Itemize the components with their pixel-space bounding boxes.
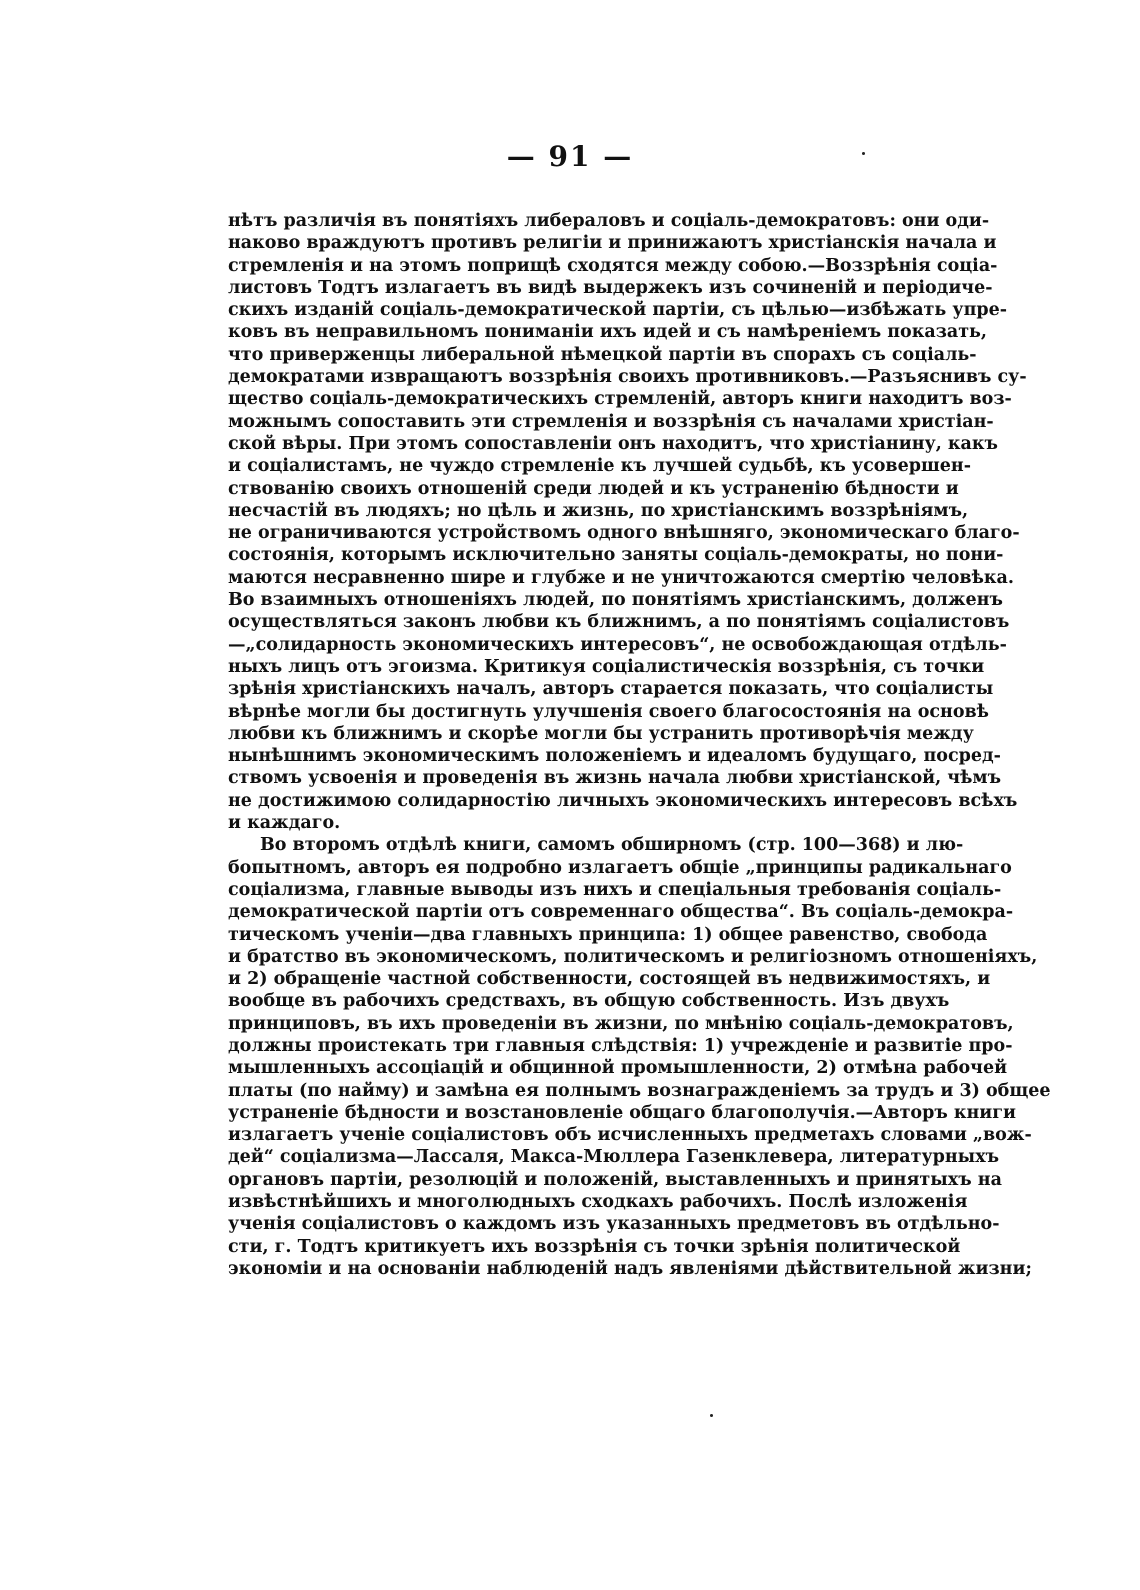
page-number: — 91 — [506,140,634,173]
text-line: осуществляться законъ любви къ ближнимъ, а по понятіямъ соціалистовъ [228,612,1010,633]
text-line: стремленія и на этомъ поприщѣ сходятся между собою.—Воззрѣнія соціа- [228,255,998,276]
text-line: любви къ ближнимъ и скорѣе могли бы устранить противорѣчія между [228,723,974,744]
text-line: ской вѣры. При этомъ сопоставленіи онъ находитъ, что христіанину, какъ [228,433,998,454]
text-line: соціализма, главные выводы изъ нихъ и спеціальныя требованія соціаль- [228,879,1002,900]
page-speck [710,1414,713,1417]
text-line: бопытномъ, авторъ ея подробно излагаетъ общіе „принципы радикальнаго [228,857,1012,878]
text-line: и каждаго. [228,813,341,834]
text-line: и соціалистамъ, не чуждо стремленіе къ лучшей судьбѣ, къ усовершен- [228,456,971,477]
text-line: маются несравненно шире и глубже и не уничтожаются смертію человѣка. [228,567,1014,588]
text-line: нѣтъ различія въ понятіяхъ либераловъ и соціаль-демократовъ: они оди- [228,211,990,231]
text-line: излагаетъ ученіе соціалистовъ объ исчисленныхъ предметахъ словами „вож- [228,1125,1032,1146]
text-line: демократами извращаютъ воззрѣнія своихъ противниковъ.—Разъяснивъ су- [228,367,1027,388]
text-line: скихъ изданій соціаль-демократической партіи, съ цѣлью—избѣжать упре- [228,300,1008,321]
text-line: устраненіе бѣдности и возстановленіе общаго благополучія.—Авторъ книги [228,1102,1016,1123]
text-line: извѣстнѣйшихъ и многолюдныхъ сходкахъ рабочихъ. Послѣ изложенія [228,1192,968,1213]
text-line: и братство въ экономическомъ, политическомъ и религіозномъ отношеніяхъ, [228,946,1038,967]
page-speck [862,152,865,155]
text-line: и 2) обращеніе частной собственности, состоящей въ недвижимостяхъ, и [228,969,991,990]
text-line: ныхъ лицъ отъ эгоизма. Критикуя соціалистическія воззрѣнія, съ точки [228,656,985,677]
text-line: состоянія, которымъ исключительно заняты соціаль-демократы, но пони- [228,545,1004,566]
text-line: принциповъ, въ ихъ проведеніи въ жизни, по мнѣнію соціаль-демократовъ, [228,1013,1014,1034]
body-text [228,210,1051,1280]
text-line: должны проистекать три главныя слѣдствія: 1) учрежденіе и развитіе про- [228,1035,1013,1056]
text-line: ученія соціалистовъ о каждомъ изъ указанныхъ предметовъ въ отдѣльно- [228,1214,1000,1235]
text-line: что приверженцы либеральной нѣмецкой партіи въ спорахъ съ соціаль- [228,344,977,365]
text-line: Во взаимныхъ отношеніяхъ людей, по понятіямъ христіанскимъ, долженъ [228,590,1003,611]
text-line: щество соціаль-демократическихъ стремленій, авторъ книги находитъ воз- [228,389,1012,410]
text-line: ковъ въ неправильномъ пониманіи ихъ идей и съ намѣреніемъ показать, [228,322,988,343]
text-line: не достижимою солидарностію личныхъ экономическихъ интересовъ всѣхъ [228,790,1018,811]
text-line: наково враждуютъ противъ религіи и принижаютъ христіанскія начала и [228,233,997,254]
text-line: экономіи и на основаніи наблюденій надъ явленіями дѣйствительной жизни; [228,1258,1032,1279]
text-line: ствомъ усвоенія и проведенія въ жизнь начала любви христіанской, чѣмъ [228,768,1002,789]
text-line: платы (по найму) и замѣна ея полнымъ вознагражденіемъ за трудъ и 3) общее [228,1080,1051,1101]
text-line: можнымъ сопоставить эти стремленія и воззрѣнія съ началами христіан- [228,411,994,432]
text-line: ствованію своихъ отношеній среди людей и къ устраненію бѣдности и [228,478,959,499]
text-line: мышленныхъ ассоціацій и общинной промышленности, 2) отмѣна рабочей [228,1058,1008,1079]
text-line: несчастій въ людяхъ; но цѣль и жизнь, по христіанскимъ воззрѣніямъ, [228,500,969,521]
text-line: дей“ соціализма—Лассаля, Макса-Мюллера Газенклевера, литературныхъ [228,1147,1000,1168]
text-line: органовъ партіи, резолюцій и положеній, выставленныхъ и принятыхъ на [228,1169,1002,1190]
text-line: Во второмъ отдѣлѣ книги, самомъ обширномъ (стр. 100—368) и лю- [260,835,964,856]
text-line: тическомъ ученіи—два главныхъ принципа: 1) общее равенство, свобода [228,924,988,945]
text-line: вѣрнѣе могли бы достигнуть улучшенія своего благосостоянія на основѣ [228,701,989,722]
text-line: нынѣшнимъ экономическимъ положеніемъ и идеаломъ будущаго, посред- [228,746,1001,767]
text-line: листовъ Тодтъ излагаетъ въ видѣ выдержекъ изъ сочиненій и періодиче- [228,277,993,298]
text-line: демократической партіи отъ современнаго общества“. Въ соціаль-демокра- [228,902,1014,923]
text-line: зрѣнія христіанскихъ началъ, авторъ старается показать, что соціалисты [228,679,994,700]
text-line: сти, г. Тодтъ критикуетъ ихъ воззрѣнія съ точки зрѣнія политической [228,1236,961,1257]
text-line: не ограничиваются устройствомъ одного внѣшняго, экономическаго благо- [228,523,1020,544]
text-line: —„солидарность экономическихъ интересовъ“, не освобождающая отдѣль- [228,634,1007,655]
text-line: вообще въ рабочихъ средствахъ, въ общую собственность. Изъ двухъ [228,991,950,1012]
